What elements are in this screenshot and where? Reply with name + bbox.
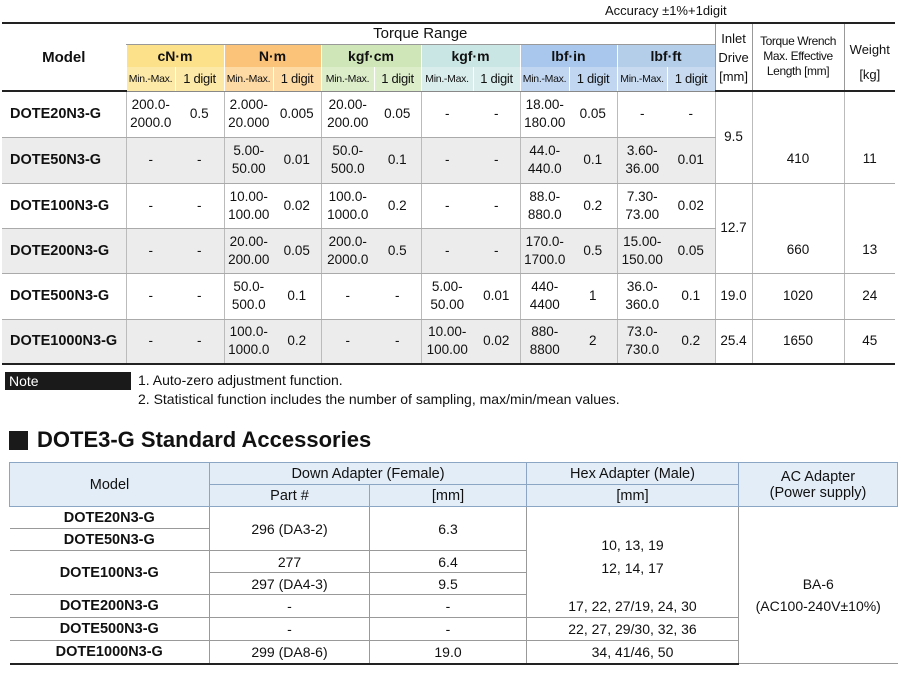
sub-minmax: Min.-Max.: [617, 67, 667, 91]
unit-lbfft: lbf·ft: [617, 44, 715, 67]
spec-kgfcm-digit: -: [374, 273, 421, 319]
spec-range-line: 50.00: [231, 161, 266, 176]
sub-minmax: Min.-Max.: [224, 67, 273, 91]
sub-minmax: Min.-Max.: [321, 67, 374, 91]
spec-range-line: 50.0-: [233, 279, 265, 294]
spec-range-line: 3.60-: [626, 143, 658, 158]
acc-header-mm: [mm]: [370, 485, 527, 507]
spec-range-line: 170.0-: [525, 233, 564, 249]
spec-lbfft-range: [617, 183, 667, 228]
spec-kgfcm-digit: 0.1: [374, 137, 421, 183]
sub-1digit: 1 digit: [667, 67, 715, 91]
acc-part-mm: -: [370, 618, 527, 641]
acc-part: -: [210, 595, 370, 618]
spec-lbfin-range: [520, 183, 569, 228]
header-wrench-length: [752, 23, 844, 91]
spec-kgfm-digit: 0.01: [473, 273, 520, 319]
spec-nm-range: [224, 137, 273, 183]
spec-cnm-digit: -: [175, 137, 224, 183]
spec-cnm-digit: -: [175, 228, 224, 273]
spec-kgfcm-digit: 0.05: [374, 91, 421, 137]
acc-ac-value-2: (AC100-240V±10%): [755, 598, 881, 614]
acc-hex: 17, 22, 27/19, 24, 30: [527, 595, 739, 618]
spec-wrench-length: 660: [752, 183, 844, 273]
spec-range-line: 50.0-: [332, 143, 364, 158]
spec-inlet-drive: 9.5: [715, 91, 752, 183]
accessories-table: [9, 462, 898, 665]
spec-lbfin-digit: 2: [569, 319, 617, 364]
spec-weight: 24: [844, 273, 895, 319]
spec-kgfcm-digit: -: [374, 319, 421, 364]
spec-kgfm-range: -: [421, 228, 473, 273]
spec-range-line: 360.0: [625, 297, 660, 312]
acc-ac-value: [739, 507, 898, 664]
spec-lbfin-range: [520, 137, 569, 183]
acc-model: DOTE20N3-G: [10, 507, 210, 529]
spec-kgfcm-range: [321, 137, 374, 183]
spec-lbfin-digit: 0.2: [569, 183, 617, 228]
spec-range-line: 5.00-: [233, 143, 265, 158]
spec-inlet-drive: 12.7: [715, 183, 752, 273]
acc-part-mm: -: [370, 595, 527, 618]
sub-minmax: Min.-Max.: [421, 67, 473, 91]
spec-range-line: 73.00: [625, 206, 660, 222]
spec-range-line: 440-: [531, 279, 559, 294]
spec-lbfft-digit: 0.1: [667, 273, 715, 319]
spec-wrench-length: 410: [752, 91, 844, 183]
spec-range-line: 1000.0: [327, 206, 369, 222]
acc-ac-label-2: (Power supply): [769, 484, 867, 501]
inlet-label-2: Drive: [718, 49, 749, 65]
acc-part-mm: 19.0: [370, 641, 527, 664]
acc-part-mm: 6.3: [370, 507, 527, 551]
wrench-label-3: Length [mm]: [766, 64, 830, 78]
sub-1digit: 1 digit: [374, 67, 421, 91]
spec-range-line: 36.00: [625, 161, 660, 176]
spec-nm-range: [224, 91, 273, 137]
spec-kgfm-range: [421, 273, 473, 319]
acc-model: DOTE200N3-G: [10, 595, 210, 618]
spec-nm-range: [224, 183, 273, 228]
spec-range-line: 36.0-: [626, 279, 658, 294]
acc-model: DOTE50N3-G: [10, 529, 210, 551]
spec-kgfm-digit: -: [473, 137, 520, 183]
section-title: DOTE3-G Standard Accessories: [37, 427, 372, 452]
spec-inlet-drive: 25.4: [715, 319, 752, 364]
spec-lbfft-digit: 0.05: [667, 228, 715, 273]
spec-lbfft-digit: 0.02: [667, 183, 715, 228]
spec-lbfin-range: [520, 319, 569, 364]
acc-header-model: Model: [10, 463, 210, 507]
acc-part: 299 (DA8-6): [210, 641, 370, 664]
acc-hex-value: 12, 14, 17: [601, 559, 664, 576]
spec-nm-range: [224, 273, 273, 319]
spec-cnm-range: -: [126, 228, 175, 273]
spec-lbfft-range: [617, 319, 667, 364]
spec-cnm-range: -: [126, 183, 175, 228]
spec-kgfcm-range: -: [321, 273, 374, 319]
spec-range-line: 200.00: [327, 115, 369, 130]
spec-range-line: 15.00-: [623, 233, 662, 249]
spec-kgfm-digit: -: [473, 228, 520, 273]
spec-range-line: 50.00: [430, 297, 465, 312]
sub-1digit: 1 digit: [569, 67, 617, 91]
spec-kgfcm-range: -: [321, 319, 374, 364]
spec-row: [2, 319, 895, 364]
spec-kgfm-range: -: [421, 137, 473, 183]
note-line-1: 1. Auto-zero adjustment function.: [138, 372, 343, 388]
spec-range-line: 2.000-: [229, 97, 268, 112]
spec-range-line: 44.0-: [529, 143, 561, 158]
spec-range-line: 5.00-: [431, 279, 463, 294]
spec-cnm-range: -: [126, 319, 175, 364]
spec-lbfft-range: [617, 228, 667, 273]
spec-nm-digit: 0.02: [273, 183, 321, 228]
spec-range-line: 880.0: [527, 206, 562, 222]
acc-ac-value-1: BA-6: [802, 576, 834, 592]
spec-row: [2, 183, 895, 228]
note-line-2: 2. Statistical function includes the number of sampling, max/min/mean values.: [138, 391, 620, 407]
sub-minmax: Min.-Max.: [126, 67, 175, 91]
spec-range-line: 10.00-: [428, 324, 467, 340]
acc-header-hex-adapter: Hex Adapter (Male): [527, 463, 739, 485]
spec-weight: 13: [844, 183, 895, 273]
spec-model: DOTE50N3-G: [2, 137, 126, 183]
spec-lbfin-digit: 0.1: [569, 137, 617, 183]
spec-range-line: 730.0: [625, 342, 660, 358]
spec-row: [2, 91, 895, 137]
spec-cnm-digit: -: [175, 273, 224, 319]
spec-kgfm-digit: 0.02: [473, 319, 520, 364]
spec-lbfin-range: [520, 273, 569, 319]
spec-lbfin-range: [520, 91, 569, 137]
spec-kgfm-range: -: [421, 91, 473, 137]
spec-model: DOTE20N3-G: [2, 91, 126, 137]
spec-cnm-range: -: [126, 273, 175, 319]
spec-inlet-drive: 19.0: [715, 273, 752, 319]
acc-part: 277: [210, 551, 370, 573]
spec-range-line: 7.30-: [626, 188, 658, 204]
spec-range-line: 1000.0: [228, 342, 270, 358]
weight-label-2: [kg]: [859, 67, 881, 82]
spec-nm-digit: 0.2: [273, 319, 321, 364]
section-square-icon: [9, 431, 28, 450]
spec-range-line: 4400: [529, 297, 560, 312]
spec-nm-range: [224, 228, 273, 273]
spec-range-line: 100.0-: [328, 188, 367, 204]
spec-kgfm-range: -: [421, 183, 473, 228]
spec-range-line: 1700.0: [524, 251, 566, 267]
spec-range-line: 200.00: [228, 251, 270, 267]
spec-cnm-digit: 0.5: [175, 91, 224, 137]
accuracy-note: Accuracy ±1%+1digit: [605, 3, 727, 18]
spec-range-line: 100.00: [228, 206, 270, 222]
spec-range-line: 73.0-: [626, 324, 658, 340]
spec-nm-range: [224, 319, 273, 364]
spec-kgfm-digit: -: [473, 183, 520, 228]
unit-cnm: cN·m: [126, 44, 224, 67]
spec-lbfin-digit: 0.5: [569, 228, 617, 273]
spec-kgfcm-digit: 0.5: [374, 228, 421, 273]
acc-hex: 22, 27, 29/30, 32, 36: [527, 618, 739, 641]
spec-lbfft-digit: -: [667, 91, 715, 137]
inlet-label-3: [mm]: [719, 68, 748, 84]
spec-lbfft-digit: 0.2: [667, 319, 715, 364]
spec-range-line: 18.00-: [525, 97, 564, 112]
spec-wrench-length: 1650: [752, 319, 844, 364]
spec-range-line: 500.0: [231, 297, 266, 312]
spec-nm-digit: 0.05: [273, 228, 321, 273]
acc-hex: 34, 41/46, 50: [527, 641, 739, 664]
torque-spec-table: [2, 22, 895, 365]
spec-range-line: 20.000: [228, 115, 270, 130]
acc-part-mm: 9.5: [370, 573, 527, 595]
spec-cnm-digit: -: [175, 183, 224, 228]
unit-kgfm: kgf·m: [421, 44, 520, 67]
spec-cnm-range: -: [126, 137, 175, 183]
spec-lbfft-range: [617, 137, 667, 183]
spec-range-line: 2000.0: [327, 251, 369, 267]
acc-hex-value: 10, 13, 19: [601, 536, 664, 553]
spec-model: DOTE200N3-G: [2, 228, 126, 273]
acc-part: 297 (DA4-3): [210, 573, 370, 595]
inlet-label-1: Inlet: [721, 30, 746, 46]
spec-kgfm-range: [421, 319, 473, 364]
acc-model: DOTE1000N3-G: [10, 641, 210, 664]
spec-range-line: 100.00: [426, 342, 468, 358]
spec-cnm-range: [126, 91, 175, 137]
wrench-label-2: Max. Effective: [763, 49, 833, 63]
spec-model: DOTE500N3-G: [2, 273, 126, 319]
spec-range-line: 88.0-: [529, 188, 561, 204]
spec-lbfin-digit: 0.05: [569, 91, 617, 137]
spec-wrench-length: 1020: [752, 273, 844, 319]
sub-1digit: 1 digit: [473, 67, 520, 91]
spec-range-line: 150.00: [621, 251, 663, 267]
header-model: Model: [2, 23, 126, 91]
spec-range-line: 20.00-: [328, 97, 367, 112]
spec-range-line: 8800: [529, 342, 560, 358]
spec-range-line: 180.00: [524, 115, 566, 130]
sub-minmax: Min.-Max.: [520, 67, 569, 91]
spec-kgfm-digit: -: [473, 91, 520, 137]
acc-header-hex-mm: [mm]: [527, 485, 739, 507]
acc-part: 296 (DA3-2): [210, 507, 370, 551]
spec-lbfft-range: -: [617, 91, 667, 137]
spec-nm-digit: 0.005: [273, 91, 321, 137]
spec-range-line: 500.0: [330, 161, 365, 176]
spec-lbfin-range: [520, 228, 569, 273]
spec-lbfft-digit: 0.01: [667, 137, 715, 183]
header-inlet-drive: [715, 23, 752, 91]
spec-row: [2, 273, 895, 319]
spec-range-line: 880-: [531, 324, 559, 340]
spec-model: DOTE100N3-G: [2, 183, 126, 228]
sub-1digit: 1 digit: [273, 67, 321, 91]
spec-nm-digit: 0.01: [273, 137, 321, 183]
header-weight: [844, 23, 895, 91]
note-label: Note: [5, 372, 131, 390]
spec-cnm-digit: -: [175, 319, 224, 364]
weight-label-1: Weight: [849, 42, 890, 57]
spec-nm-digit: 0.1: [273, 273, 321, 319]
spec-lbfft-range: [617, 273, 667, 319]
sub-1digit: 1 digit: [175, 67, 224, 91]
spec-range-line: 10.00-: [229, 188, 268, 204]
unit-lbfin: lbf·in: [520, 44, 617, 67]
spec-kgfcm-range: [321, 183, 374, 228]
wrench-label-1: Torque Wrench: [760, 34, 837, 48]
spec-range-line: 440.0: [527, 161, 562, 176]
spec-range-line: 20.00-: [229, 233, 268, 249]
acc-model: DOTE100N3-G: [10, 551, 210, 595]
spec-lbfin-digit: 1: [569, 273, 617, 319]
spec-range-line: 2000.0: [130, 115, 172, 130]
acc-part-mm: 6.4: [370, 551, 527, 573]
spec-range-line: 100.0-: [229, 324, 268, 340]
unit-kgfcm: kgf·cm: [321, 44, 421, 67]
spec-weight: 45: [844, 319, 895, 364]
spec-kgfcm-digit: 0.2: [374, 183, 421, 228]
spec-model: DOTE1000N3-G: [2, 319, 126, 364]
spec-kgfcm-range: [321, 228, 374, 273]
acc-hex: [527, 507, 739, 595]
acc-header-ac-adapter: [739, 463, 898, 507]
acc-header-down-adapter: Down Adapter (Female): [210, 463, 527, 485]
unit-nm: N·m: [224, 44, 321, 67]
header-torque-range: Torque Range: [126, 23, 715, 44]
acc-model: DOTE500N3-G: [10, 618, 210, 641]
spec-kgfcm-range: [321, 91, 374, 137]
spec-range-line: 200.0-: [328, 233, 367, 249]
acc-part: -: [210, 618, 370, 641]
acc-ac-label-1: AC Adapter: [780, 468, 856, 485]
spec-range-line: 200.0-: [131, 97, 170, 112]
acc-header-part: Part #: [210, 485, 370, 507]
spec-weight: 11: [844, 91, 895, 183]
